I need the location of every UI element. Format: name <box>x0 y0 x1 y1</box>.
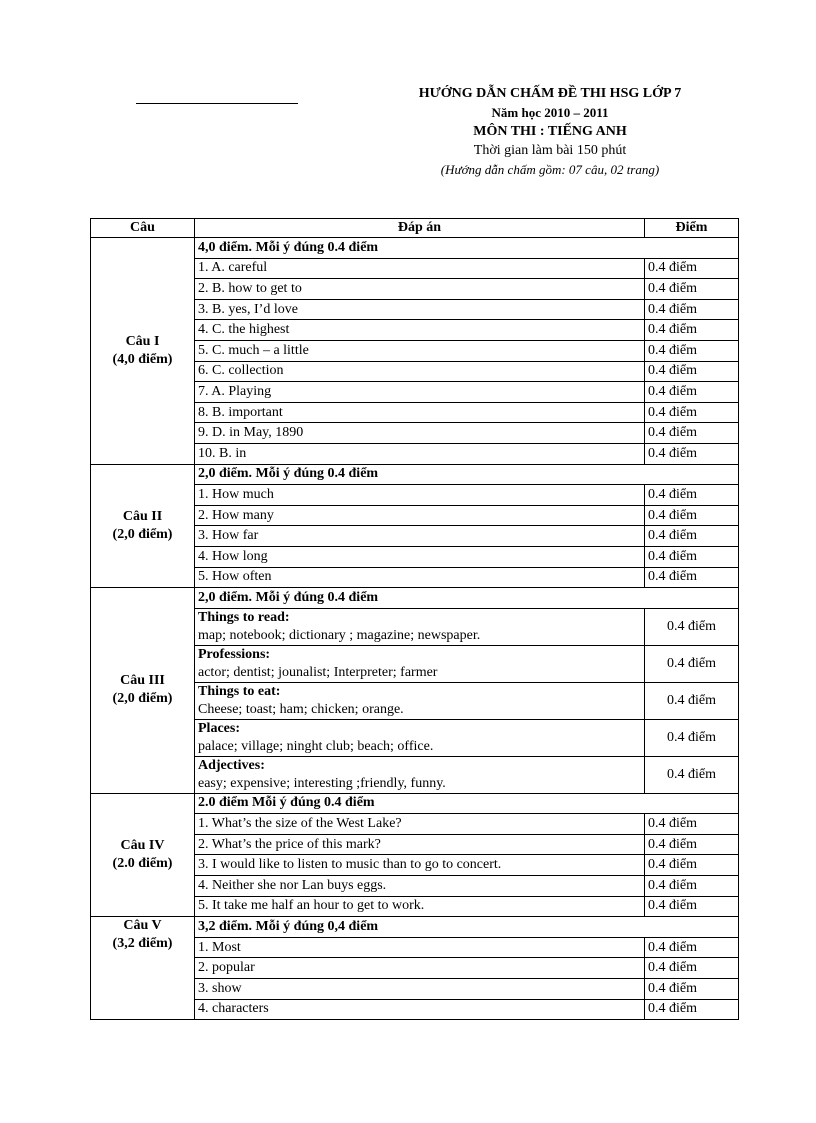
answer-cell: 4. Neither she nor Lan buys eggs. <box>195 876 645 897</box>
answer-cell: 5. It take me half an hour to get to work. <box>195 896 645 917</box>
category-title: Places: <box>198 720 240 736</box>
score-cell: 0.4 điểm <box>645 423 739 444</box>
table-header-row <box>91 219 739 238</box>
table-row <box>91 464 739 485</box>
answer-cell: 3. How far <box>195 526 645 547</box>
table-row <box>91 793 739 814</box>
score-cell: 0.4 điểm <box>645 834 739 855</box>
score-cell: 0.4 điểm <box>645 526 739 547</box>
answer-cell: 9. D. in May, 1890 <box>195 423 645 444</box>
score-cell: 0.4 điểm <box>645 505 739 526</box>
score-cell: 0.4 điểm <box>645 896 739 917</box>
answer-cell: 5. How often <box>195 567 645 588</box>
category-cell <box>195 756 645 793</box>
question-1-summary: 4,0 điểm. Mỗi ý đúng 0.4 điểm <box>195 238 739 259</box>
category-values: actor; dentist; jounalist; Interpreter; farmer <box>198 664 438 680</box>
answer-cell: 10. B. in <box>195 443 645 464</box>
answer-cell: 1. How much <box>195 485 645 506</box>
category-cell <box>195 645 645 682</box>
score-cell: 0.4 điểm <box>645 567 739 588</box>
signature-line <box>136 103 298 104</box>
score-cell: 0.4 điểm <box>645 814 739 835</box>
answer-cell: 2. popular <box>195 958 645 979</box>
score-cell: 0.4 điểm <box>645 299 739 320</box>
category-values: map; notebook; dictionary ; magazine; newspaper. <box>198 627 481 643</box>
answer-cell: 2. B. how to get to <box>195 279 645 300</box>
score-cell: 0.4 điểm <box>645 443 739 464</box>
question-5-summary: 3,2 điểm. Mỗi ý đúng 0,4 điểm <box>195 917 739 938</box>
score-cell: 0.4 điểm <box>645 855 739 876</box>
answer-cell: 3. B. yes, I’d love <box>195 299 645 320</box>
answer-cell: 2. How many <box>195 505 645 526</box>
answer-cell: 1. A. careful <box>195 258 645 279</box>
question-3-summary: 2,0 điểm. Mỗi ý đúng 0.4 điểm <box>195 588 739 609</box>
category-cell <box>195 719 645 756</box>
answer-cell: 8. B. important <box>195 402 645 423</box>
answer-cell: 4. How long <box>195 546 645 567</box>
answer-cell: 6. C. collection <box>195 361 645 382</box>
score-cell: 0.4 điểm <box>645 320 739 341</box>
header-note: (Hướng dẫn chấm gồm: 07 câu, 02 trang) <box>440 162 660 177</box>
table-row <box>91 917 739 938</box>
header-diem: Điểm <box>645 219 739 238</box>
category-title: Things to read: <box>198 609 290 625</box>
question-1-label: Câu I (4,0 điểm) <box>91 238 195 465</box>
document-header <box>380 84 720 179</box>
score-cell: 0.4 điểm <box>645 279 739 300</box>
score-cell: 0.4 điểm <box>645 958 739 979</box>
header-subject: MÔN THI : TIẾNG ANH <box>473 124 627 139</box>
category-title: Adjectives: <box>198 757 265 773</box>
question-3-label: Câu III (2,0 điểm) <box>91 588 195 794</box>
score-cell: 0.4 điểm <box>645 382 739 403</box>
score-cell: 0.4 điểm <box>645 608 739 645</box>
answer-table <box>90 218 739 1020</box>
score-cell: 0.4 điểm <box>645 546 739 567</box>
category-cell <box>195 608 645 645</box>
answer-cell: 1. What’s the size of the West Lake? <box>195 814 645 835</box>
answer-cell: 4. C. the highest <box>195 320 645 341</box>
score-cell: 0.4 điểm <box>645 258 739 279</box>
category-title: Professions: <box>198 646 271 662</box>
category-values: palace; village; ninght club; beach; office. <box>198 738 434 754</box>
header-title: HƯỚNG DẪN CHẤM ĐỀ THI HSG LỚP 7 <box>418 86 682 101</box>
answer-cell: 4. characters <box>195 999 645 1020</box>
score-cell: 0.4 điểm <box>645 682 739 719</box>
score-cell: 0.4 điểm <box>645 340 739 361</box>
answer-cell: 3. show <box>195 979 645 1000</box>
answer-cell: 7. A. Playing <box>195 382 645 403</box>
answer-cell: 3. I would like to listen to music than to go to concert. <box>195 855 645 876</box>
table-row <box>91 588 739 609</box>
score-cell: 0.4 điểm <box>645 876 739 897</box>
score-cell: 0.4 điểm <box>645 999 739 1020</box>
answer-cell: 2. What’s the price of this mark? <box>195 834 645 855</box>
question-2-label: Câu II (2,0 điểm) <box>91 464 195 588</box>
score-cell: 0.4 điểm <box>645 756 739 793</box>
table-row <box>91 238 739 259</box>
header-time: Thời gian làm bài 150 phút <box>473 143 627 158</box>
answer-cell: 5. C. much – a little <box>195 340 645 361</box>
header-dap-an: Đáp án <box>195 219 645 238</box>
header-year: Năm học 2010 – 2011 <box>491 105 609 120</box>
question-5-label: Câu V (3,2 điểm) <box>91 917 195 1020</box>
question-4-summary: 2.0 điểm Mỗi ý đúng 0.4 điểm <box>195 793 739 814</box>
question-2-summary: 2,0 điểm. Mỗi ý đúng 0.4 điểm <box>195 464 739 485</box>
score-cell: 0.4 điểm <box>645 645 739 682</box>
answer-cell: 1. Most <box>195 937 645 958</box>
score-cell: 0.4 điểm <box>645 361 739 382</box>
score-cell: 0.4 điểm <box>645 719 739 756</box>
score-cell: 0.4 điểm <box>645 937 739 958</box>
header-cau: Câu <box>91 219 195 238</box>
category-values: easy; expensive; interesting ;friendly, funny. <box>198 775 446 791</box>
category-values: Cheese; toast; ham; chicken; orange. <box>198 701 404 717</box>
question-4-label: Câu IV (2.0 điểm) <box>91 793 195 917</box>
category-title: Things to eat: <box>198 683 281 699</box>
category-cell <box>195 682 645 719</box>
score-cell: 0.4 điểm <box>645 979 739 1000</box>
score-cell: 0.4 điểm <box>645 485 739 506</box>
score-cell: 0.4 điểm <box>645 402 739 423</box>
